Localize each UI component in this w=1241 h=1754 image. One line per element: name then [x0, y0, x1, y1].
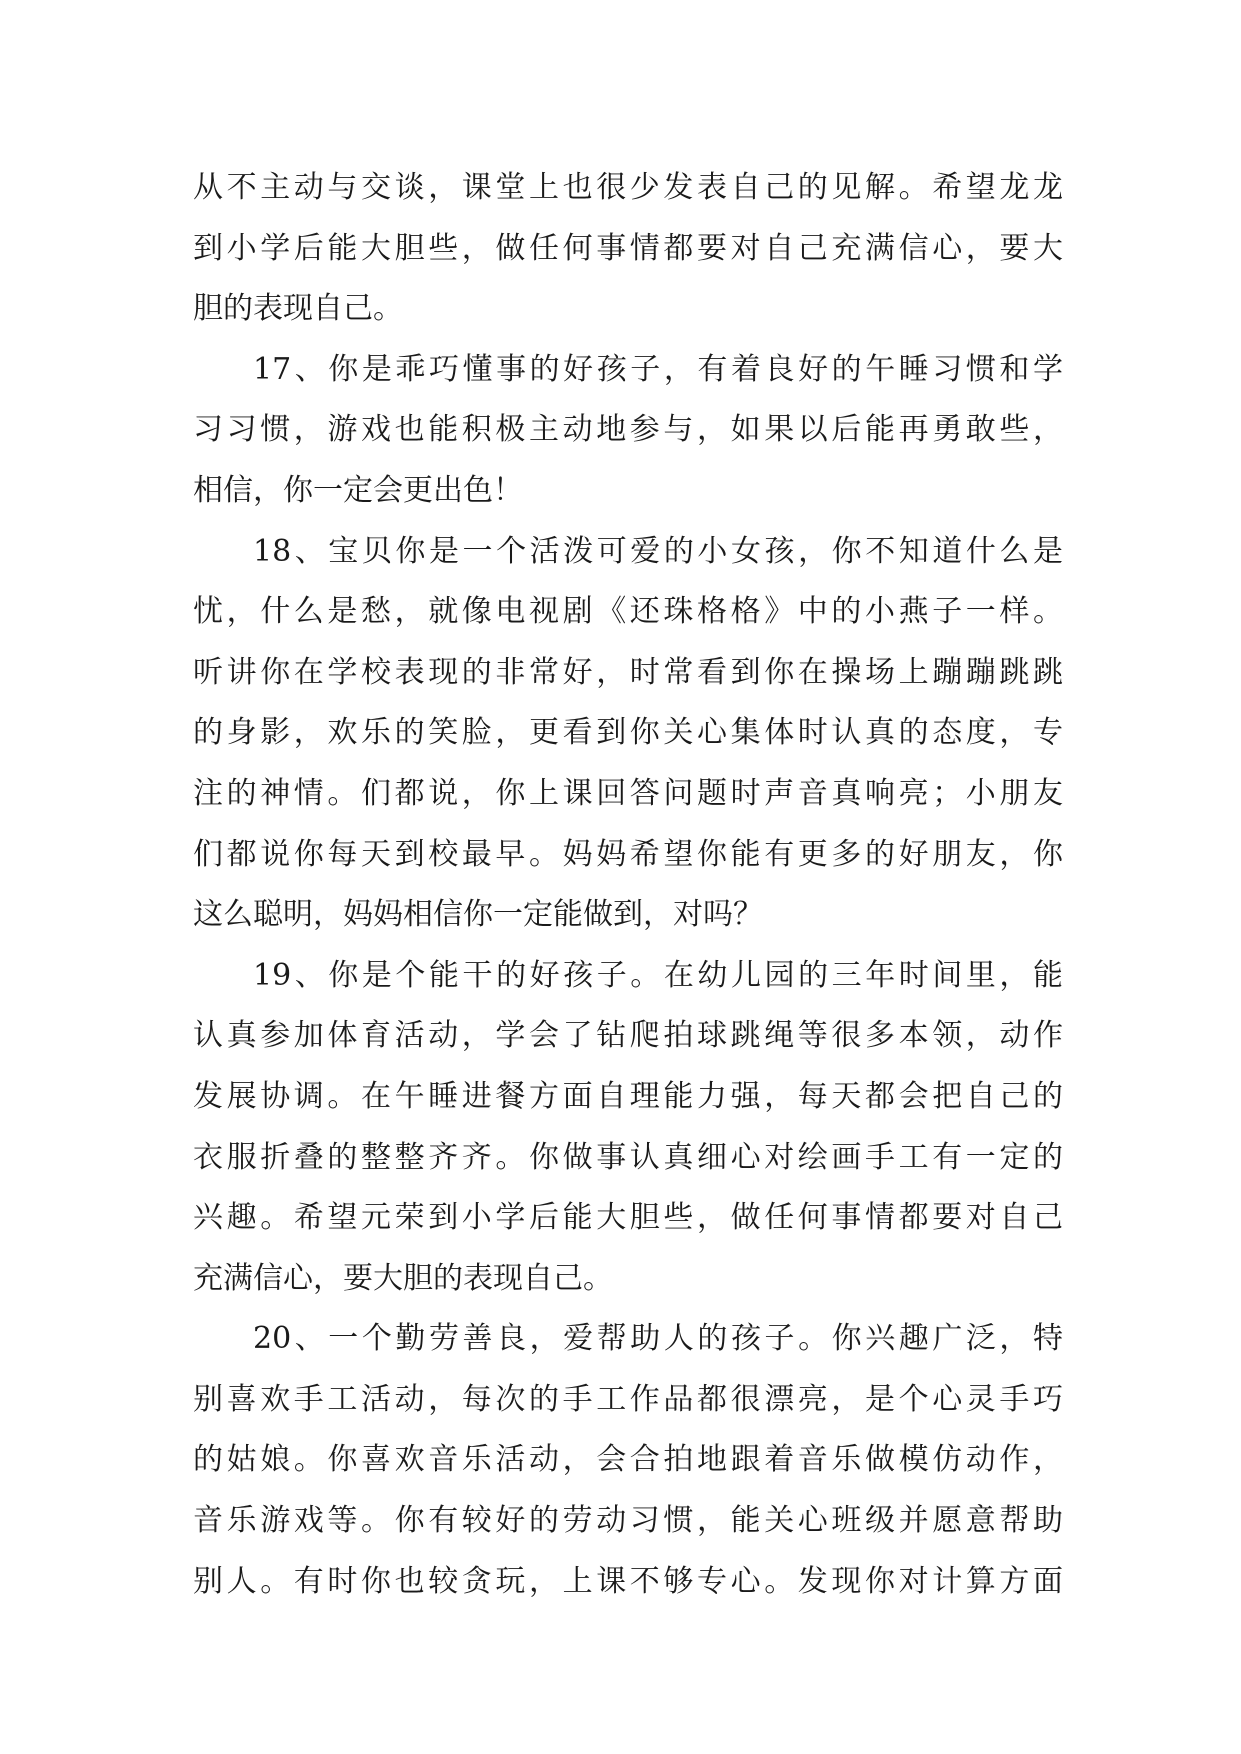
paragraph-17-first-line: 17、你是乖巧懂事的好孩子，有着良好的午睡习惯和学 [253, 351, 1063, 387]
text-line: 到小学后能大胆些，做任何事情都要对自己充满信心，要大 [193, 230, 1063, 266]
paragraph-20-first-line: 20、一个勤劳善良，爱帮助人的孩子。你兴趣广泛，特 [253, 1321, 1063, 1357]
paragraph-18-first-line: 18、宝贝你是一个活泼可爱的小女孩，你不知道什么是 [253, 533, 1063, 569]
text-line: 习习惯，游戏也能积极主动地参与，如果以后能再勇敢些， [193, 412, 1063, 448]
text-line: 衣服折叠的整整齐齐。你做事认真细心对绘画手工有一定的 [193, 1139, 1063, 1175]
text-line: 音乐游戏等。你有较好的劳动习惯，能关心班级并愿意帮助 [193, 1503, 1063, 1539]
text-line: 胆的表现自己。 [193, 291, 403, 327]
paragraph-19-first-line: 19、你是个能干的好孩子。在幼儿园的三年时间里，能 [253, 957, 1063, 993]
text-line: 的身影，欢乐的笑脸，更看到你关心集体时认真的态度，专 [193, 715, 1063, 751]
text-line: 这么聪明，妈妈相信你一定能做到，对吗？ [193, 897, 763, 933]
text-line: 注的神情。们都说，你上课回答问题时声音真响亮；小朋友 [193, 775, 1063, 811]
text-line: 的姑娘。你喜欢音乐活动，会合拍地跟着音乐做模仿动作， [193, 1442, 1063, 1478]
text-line: 相信，你一定会更出色！ [193, 472, 523, 508]
text-line: 听讲你在学校表现的非常好，时常看到你在操场上蹦蹦跳跳 [193, 654, 1063, 690]
document-body [193, 158, 1063, 1612]
text-line: 们都说你每天到校最早。妈妈希望你能有更多的好朋友，你 [193, 836, 1063, 872]
text-line: 从不主动与交谈，课堂上也很少发表自己的见解。希望龙龙 [193, 170, 1063, 205]
text-line: 兴趣。希望元荣到小学后能大胆些，做任何事情都要对自己 [193, 1200, 1063, 1236]
text-line: 发展协调。在午睡进餐方面自理能力强，每天都会把自己的 [193, 1078, 1063, 1114]
text-line: 别喜欢手工活动，每次的手工作品都很漂亮，是个心灵手巧 [193, 1381, 1063, 1417]
text-line: 充满信心，要大胆的表现自己。 [193, 1260, 613, 1296]
text-line: 忧，什么是愁，就像电视剧《还珠格格》中的小燕子一样。 [193, 594, 1063, 630]
text-line: 认真参加体育活动，学会了钻爬拍球跳绳等很多本领，动作 [193, 1018, 1063, 1054]
text-line: 别人。有时你也较贪玩，上课不够专心。发现你对计算方面 [193, 1563, 1063, 1599]
